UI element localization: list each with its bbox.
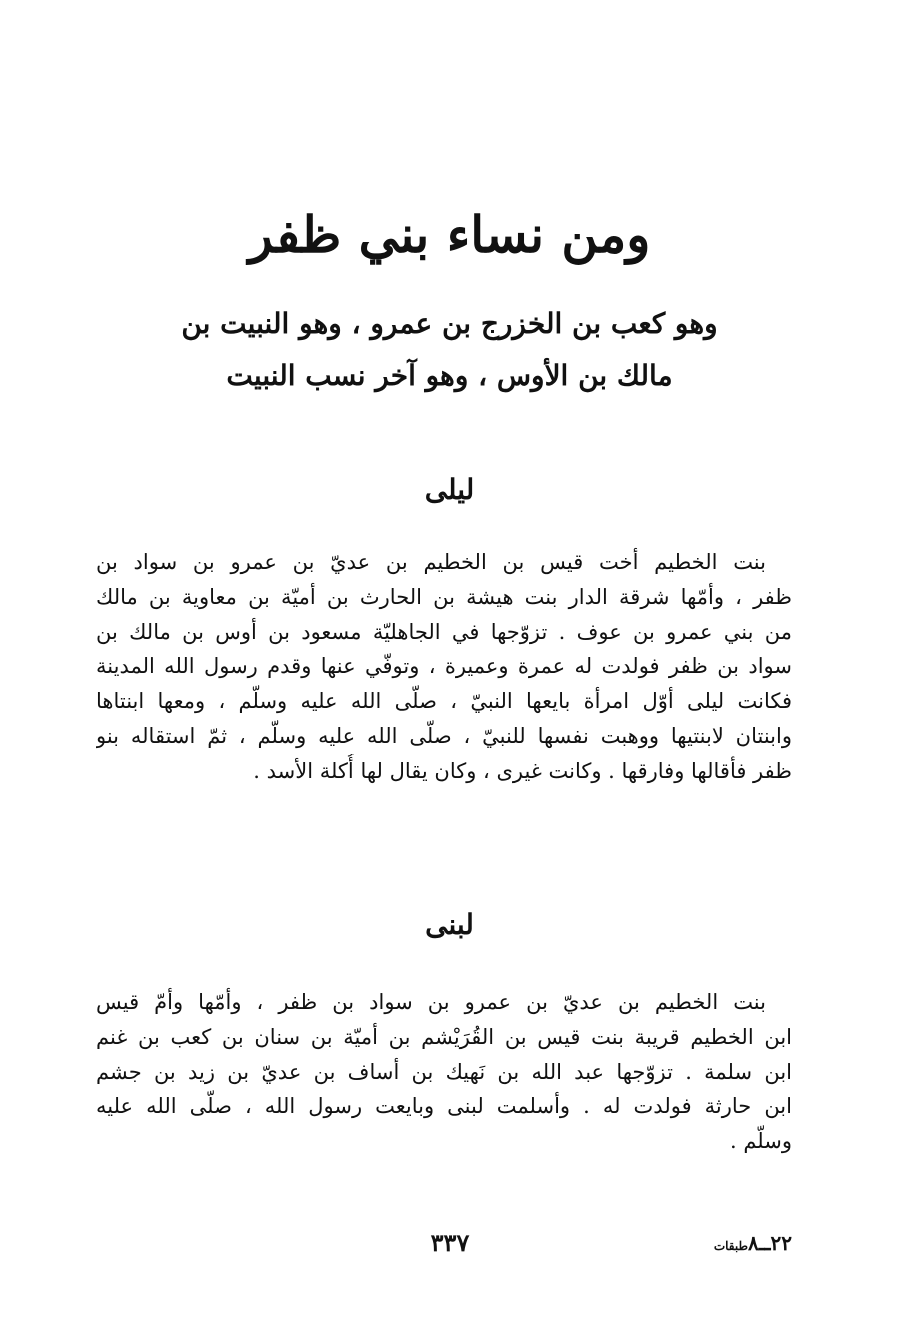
text-line: وسلّم .	[729, 1129, 792, 1154]
section-heading-layla: ليلى	[424, 473, 475, 506]
signature-number: ٢٢ــ٨	[748, 1231, 792, 1255]
section-heading-lubna: لبنى	[425, 908, 474, 941]
text-line: بنت الخطيم بن عديّ بن عمرو بن سواد بن ظفر ، وأمّها وأمّ قيس	[96, 990, 766, 1014]
paragraph-layla	[96, 545, 792, 789]
subtitle-line-1: وهو كعب بن الخزرج بن عمرو ، وهو النبيت بن	[181, 307, 718, 340]
chapter-subtitle	[0, 298, 899, 402]
text-line: بنت الخطيم أخت قيس بن الخطيم بن عديّ بن عمرو بن سواد بن	[96, 550, 766, 574]
signature-label: طبقات	[713, 1239, 749, 1253]
text-line: ابن سلمة . تزوّجها عبد الله بن نَهيك بن أساف بن عديّ بن زيد بن جشم	[96, 1059, 792, 1084]
page-number: ٣٣٧	[430, 1228, 470, 1257]
text-line: من بني عمرو بن عوف . تزوّجها في الجاهليّة مسعود بن أوس بن مالك بن	[96, 619, 792, 644]
page-footer	[0, 1228, 899, 1258]
text-line: ابن الخطيم قريبة بنت قيس بن القُرَيْشم بن أميّة بن سنان بن كعب بن غنم	[96, 1024, 792, 1049]
text-line: ابن حارثة فولدت له . وأسلمت لبنى وبايعت رسول الله ، صلّى الله عليه	[96, 1094, 792, 1119]
text-line: فكانت ليلى أوّل امرأة بايعها النبيّ ، صلّى الله عليه وسلّم ، ومعها ابنتاها	[96, 689, 792, 714]
text-line: سواد بن ظفر فولدت له عمرة وعميرة ، وتوفّي عنها وقدم رسول الله المدينة	[96, 654, 792, 679]
paragraph-lubna	[96, 985, 792, 1159]
chapter-title: ومن نساء بني ظفر	[248, 205, 651, 264]
text-line: ظفر ، وأمّها شرقة الدار بنت هيشة بن الحارث بن أميّة بن معاوية بن مالك	[96, 584, 792, 609]
signature-mark	[672, 1228, 792, 1261]
text-line: ظفر فأقالها وفارقها . وكانت غيرى ، وكان يقال لها أُكلة الأسد .	[253, 758, 792, 783]
subtitle-line-2: مالك بن الأوس ، وهو آخر نسب النبيت	[226, 359, 673, 392]
text-line: وابنتان لابنتيها ووهبت نفسها للنبيّ ، صلّى الله عليه وسلّم ، ثمّ استقاله بنو	[96, 723, 792, 748]
